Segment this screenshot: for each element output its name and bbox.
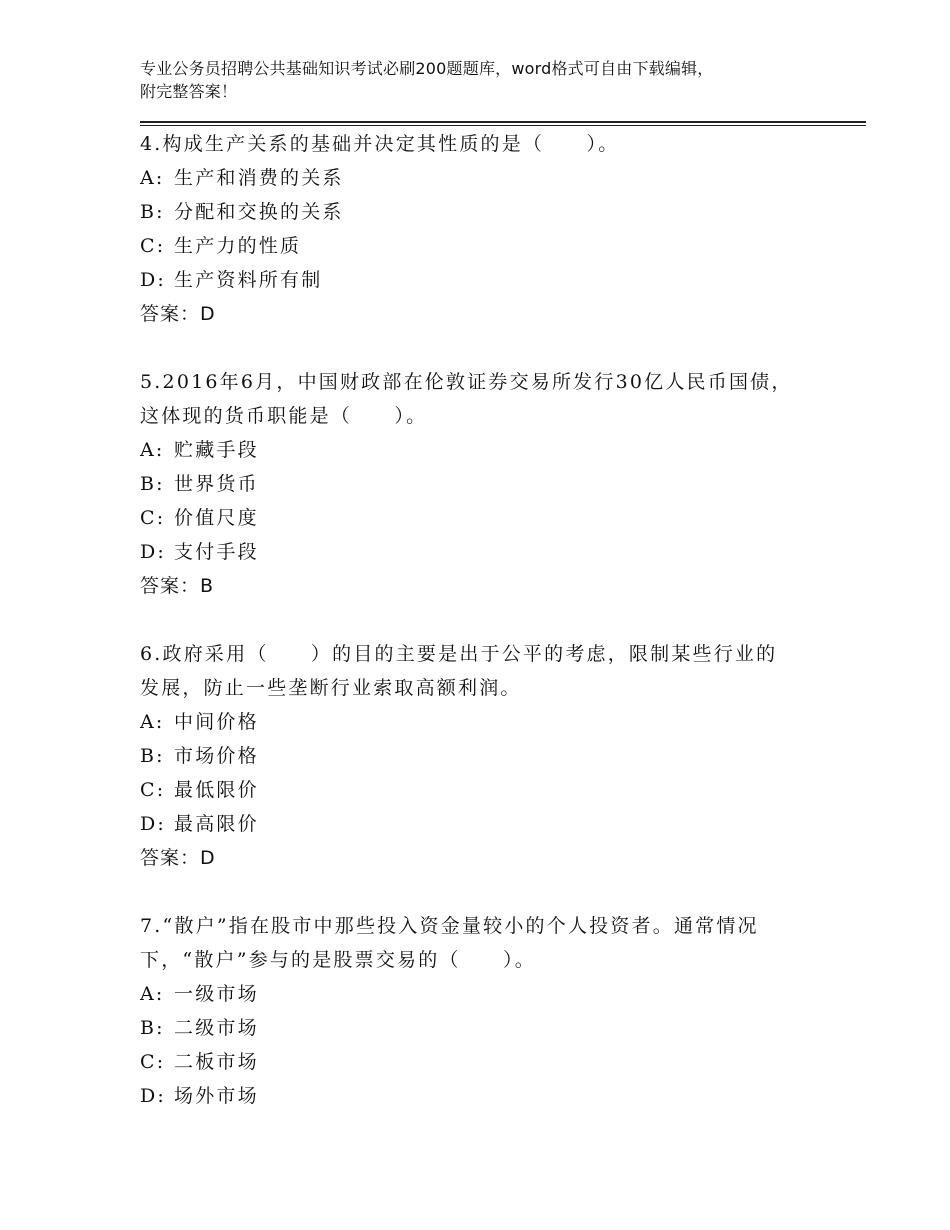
- question-4: [140, 127, 840, 331]
- option-letter: B:: [140, 201, 165, 223]
- question-text-line: 这体现的货币职能是（ ）。: [140, 405, 428, 427]
- option-letter: C:: [140, 1051, 166, 1073]
- answer: 答案：B: [140, 575, 215, 597]
- option-text: 贮藏手段: [174, 439, 259, 461]
- option-letter: C:: [140, 779, 166, 801]
- option-d: [140, 1079, 840, 1113]
- option-a: [140, 977, 840, 1011]
- question-7: [140, 909, 840, 1113]
- option-letter: B:: [140, 1017, 165, 1039]
- question-text-line: 6.政府采用（ ）的目的主要是出于公平的考虑，限制某些行业的: [140, 643, 778, 665]
- answer: 答案：D: [140, 303, 216, 325]
- option-c: [140, 773, 840, 807]
- option-b: [140, 467, 840, 501]
- document-header: [140, 57, 840, 103]
- question-text-line: 4.构成生产关系的基础并决定其性质的是（ ）。: [140, 133, 620, 155]
- spacer: [140, 875, 840, 909]
- option-text: 二板市场: [174, 1051, 259, 1073]
- question-text-line: 下，“散户”参与的是股票交易的（ ）。: [140, 949, 536, 971]
- question-5: [140, 365, 840, 603]
- option-letter: D:: [140, 813, 167, 835]
- option-b: [140, 195, 840, 229]
- option-c: [140, 501, 840, 535]
- option-a: [140, 433, 840, 467]
- option-b: [140, 1011, 840, 1045]
- header-line-1: 专业公务员招聘公共基础知识考试必刷200题题库，word格式可自由下载编辑，: [140, 59, 714, 78]
- header-divider-thin: [140, 125, 866, 126]
- question-text-line: 5.2016年6月，中国财政部在伦敦证券交易所发行30亿人民币国债，: [140, 371, 793, 393]
- option-text: 最高限价: [174, 813, 259, 835]
- option-b: [140, 739, 840, 773]
- option-letter: A:: [140, 167, 165, 189]
- option-letter: B:: [140, 473, 165, 495]
- option-text: 支付手段: [174, 541, 259, 563]
- option-letter: D:: [140, 269, 167, 291]
- spacer: [140, 603, 840, 637]
- option-text: 价值尺度: [174, 507, 259, 529]
- option-d: [140, 535, 840, 569]
- option-text: 世界货币: [174, 473, 259, 495]
- option-letter: D:: [140, 541, 167, 563]
- option-d: [140, 807, 840, 841]
- option-text: 分配和交换的关系: [174, 201, 344, 223]
- option-a: [140, 161, 840, 195]
- question-text-line: 7.“散户”指在股市中那些投入资金量较小的个人投资者。通常情况: [140, 915, 759, 937]
- option-text: 市场价格: [174, 745, 259, 767]
- question-list: [140, 127, 840, 1113]
- option-text: 最低限价: [174, 779, 259, 801]
- answer: 答案：D: [140, 847, 216, 869]
- option-text: 二级市场: [174, 1017, 259, 1039]
- option-letter: B:: [140, 745, 165, 767]
- option-letter: A:: [140, 439, 165, 461]
- option-c: [140, 1045, 840, 1079]
- option-letter: C:: [140, 507, 166, 529]
- option-letter: C:: [140, 235, 166, 257]
- option-text: 生产资料所有制: [174, 269, 323, 291]
- option-text: 生产和消费的关系: [174, 167, 344, 189]
- option-letter: D:: [140, 1085, 167, 1107]
- option-letter: A:: [140, 983, 165, 1005]
- option-text: 场外市场: [174, 1085, 259, 1107]
- spacer: [140, 331, 840, 365]
- option-text: 中间价格: [174, 711, 259, 733]
- option-d: [140, 263, 840, 297]
- option-a: [140, 705, 840, 739]
- option-letter: A:: [140, 711, 165, 733]
- header-line-2: 附完整答案！: [140, 82, 238, 101]
- option-text: 生产力的性质: [174, 235, 302, 257]
- option-text: 一级市场: [174, 983, 259, 1005]
- header-divider-thick: [140, 121, 866, 123]
- option-c: [140, 229, 840, 263]
- question-6: [140, 637, 840, 875]
- question-text-line: 发展，防止一些垄断行业索取高额利润。: [140, 677, 522, 699]
